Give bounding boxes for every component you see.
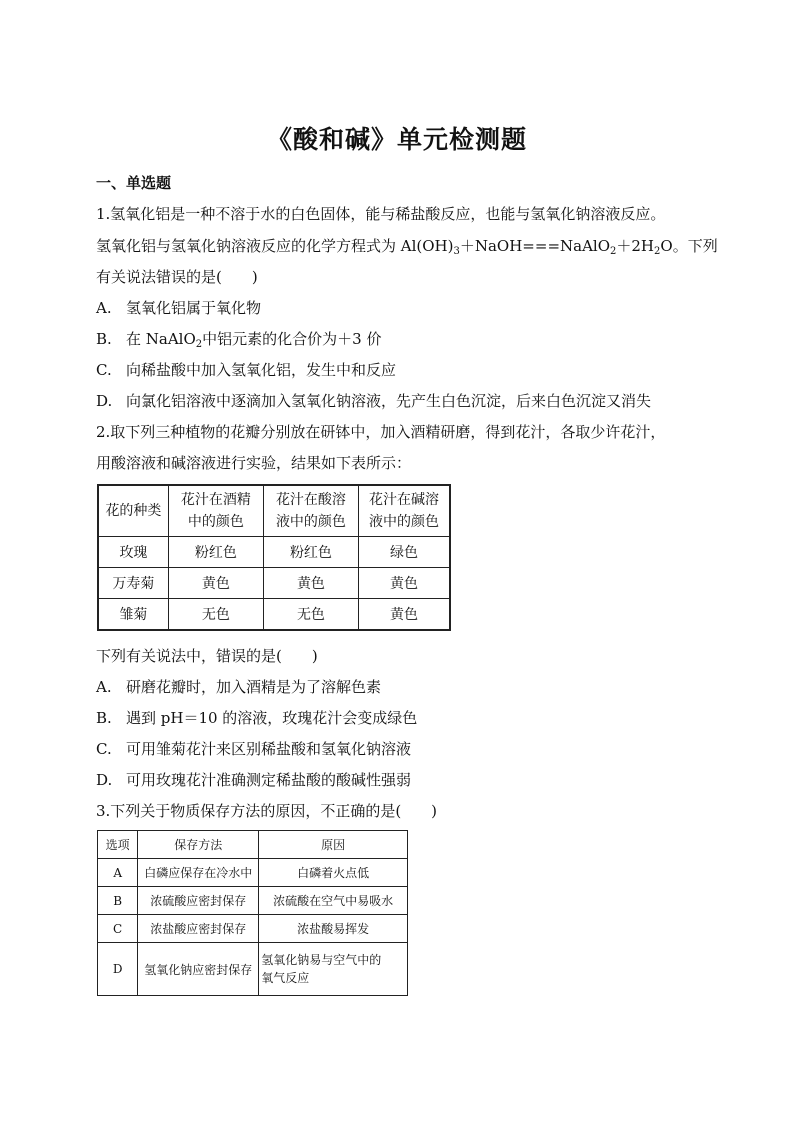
option-subscript: 2 (195, 339, 203, 350)
option-label: D. (96, 392, 113, 410)
q1-equation-part-2: ＋NaOH===NaAlO (459, 237, 611, 255)
option-text: 在 NaAlO (126, 330, 196, 348)
q1-equation-part-3: ＋2H (616, 237, 655, 255)
q1-stem-line-2 (96, 236, 718, 256)
option-label: D. (96, 771, 113, 789)
q3-question: 3.下列关于物质保存方法的原因，不正确的是( ) (96, 802, 438, 820)
table-cell: 白磷应保存在冷水中 (138, 859, 259, 887)
table-header-cell: 花汁在酒精 中的颜色 (168, 485, 263, 537)
table-cell: 绿色 (358, 537, 450, 568)
q1-subscript: 2 (654, 246, 661, 257)
table-header-row (98, 485, 450, 537)
q2-option-b (96, 708, 417, 728)
table-cell: 氢氧化钠应密封保存 (138, 943, 259, 996)
flower-color-table (97, 484, 451, 631)
table-cell: 黄色 (358, 568, 450, 599)
option-text: 研磨花瓣时，加入酒精是为了溶解色素 (126, 678, 382, 696)
table-cell: 无色 (263, 599, 358, 631)
q1-option-a (96, 298, 261, 318)
table-cell: 粉红色 (263, 537, 358, 568)
table-cell: 浓盐酸应密封保存 (138, 915, 259, 943)
q2-question: 下列有关说法中，错误的是( ) (96, 647, 318, 665)
table-row (98, 915, 408, 943)
table-row (98, 887, 408, 915)
table-header-row (98, 831, 408, 859)
option-label: B. (96, 709, 112, 727)
table-header-cell: 选项 (98, 831, 138, 859)
q2-stem-line-2: 用酸溶液和碱溶液进行实验，结果如下表所示： (96, 454, 412, 472)
q2-option-a (96, 677, 381, 697)
q1-option-b (96, 329, 381, 349)
q1-stem-line-3: 有关说法错误的是( ) (96, 268, 258, 286)
table-row (98, 859, 408, 887)
option-label: A. (96, 299, 112, 317)
q2-option-d (96, 770, 411, 790)
storage-method-table (97, 830, 408, 996)
table-cell: 浓硫酸应密封保存 (138, 887, 259, 915)
option-text: 向氯化铝溶液中逐滴加入氢氧化钠溶液，先产生白色沉淀，后来白色沉淀又消失 (126, 392, 652, 410)
table-header-cell: 保存方法 (138, 831, 259, 859)
option-text: 中铝元素的化合价为＋3 价 (202, 330, 382, 348)
table-header-cell: 原因 (259, 831, 408, 859)
q1-option-c (96, 360, 396, 380)
q2-option-c (96, 739, 411, 759)
table-row (98, 537, 450, 568)
table-cell: 浓盐酸易挥发 (259, 915, 408, 943)
option-text: 向稀盐酸中加入氢氧化铝，发生中和反应 (126, 361, 397, 379)
table-cell: 无色 (168, 599, 263, 631)
page-title: 《酸和碱》单元检测题 (266, 125, 527, 154)
table-cell: 黄色 (263, 568, 358, 599)
table-cell: 万寿菊 (98, 568, 168, 599)
option-text: 氢氧化铝属于氧化物 (126, 299, 262, 317)
table-header-cell: 花汁在碱溶 液中的颜色 (358, 485, 450, 537)
q1-equation-part-4: O。下列 (660, 237, 718, 255)
table-cell: 白磷着火点低 (259, 859, 408, 887)
table-cell: 黄色 (168, 568, 263, 599)
table-cell: 粉红色 (168, 537, 263, 568)
option-label: C. (96, 361, 112, 379)
section-heading: 一、单选题 (96, 174, 172, 192)
table-row (98, 599, 450, 631)
header-text: 花的种类 (105, 503, 162, 519)
option-label: A. (96, 678, 112, 696)
table-header-cell: 花汁在酸溶 液中的颜色 (263, 485, 358, 537)
q1-option-d (96, 391, 651, 411)
table-row (98, 943, 408, 996)
table-cell: 浓硫酸在空气中易吸水 (259, 887, 408, 915)
q2-stem-line-1: 2.取下列三种植物的花瓣分别放在研钵中，加入酒精研磨，得到花汁，各取少许花汁， (96, 423, 666, 441)
option-label: B. (96, 330, 112, 348)
option-label: C. (96, 740, 112, 758)
q1-equation-part-1: 氢氧化铝与氢氧化钠溶液反应的化学方程式为 Al(OH) (96, 237, 454, 255)
q1-subscript: 2 (610, 246, 617, 257)
table-cell: A (98, 859, 138, 887)
table-cell: 玫瑰 (98, 537, 168, 568)
table-header-cell (98, 485, 168, 537)
option-text: 可用玫瑰花汁准确测定稀盐酸的酸碱性强弱 (126, 771, 412, 789)
table-cell: 黄色 (358, 599, 450, 631)
table-row (98, 568, 450, 599)
table-cell: 氢氧化钠易与空气中的 氧气反应 (259, 943, 408, 996)
option-text: 可用雏菊花汁来区别稀盐酸和氢氧化钠溶液 (126, 740, 412, 758)
q1-stem-line-1: 1.氢氧化铝是一种不溶于水的白色固体，能与稀盐酸反应，也能与氢氧化钠溶液反应。 (96, 205, 666, 223)
table-cell: B (98, 887, 138, 915)
table-cell: C (98, 915, 138, 943)
table-cell: 雏菊 (98, 599, 168, 631)
table-cell: D (98, 943, 138, 996)
option-text: 遇到 pH＝10 的溶液，玫瑰花汁会变成绿色 (126, 709, 418, 727)
q1-subscript: 3 (453, 246, 460, 257)
